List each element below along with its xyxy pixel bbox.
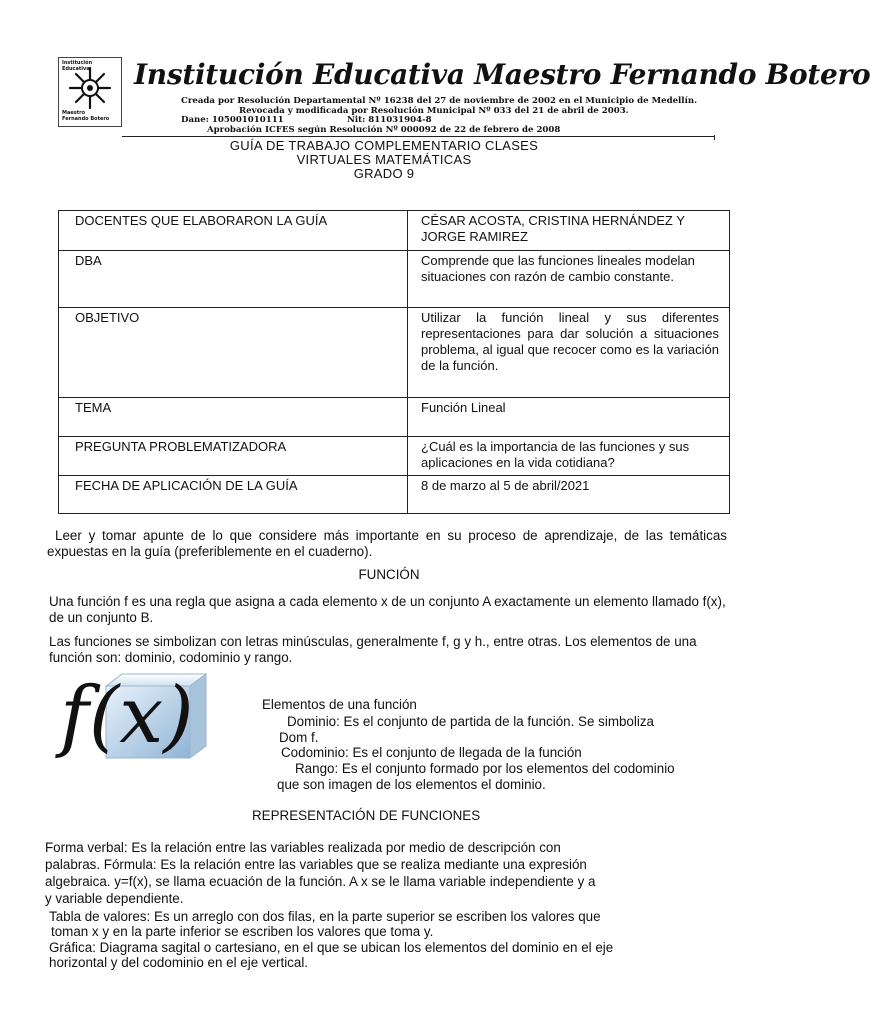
row-label-docentes: DOCENTES QUE ELABORARON LA GUÍA: [59, 211, 408, 251]
institution-name: Institución Educativa Maestro Fernando Botero: [134, 58, 870, 91]
institution-logo: [58, 57, 122, 127]
row-label-dba: DBA: [59, 251, 408, 308]
row-label-fecha: FECHA DE APLICACIÓN DE LA GUÍA: [59, 476, 408, 514]
intro-paragraph: Leer y tomar apunte de lo que considere más importante en su proceso de aprendizaje, de las temáticas expuestas en la guía (preferiblemente en el cuaderno).: [47, 528, 727, 559]
row-label-tema: TEMA: [59, 398, 408, 437]
icfes-approval: Aprobación ICFES según Resolución Nº 000092 de 22 de febrero de 2008: [207, 125, 561, 135]
tabla-valores-line: toman x y en la parte inferior se escriben los valores que toma y.: [51, 924, 434, 939]
grafica-line: Gráfica: Diagrama sagital o cartesiano, en el que se ubican los elementos del dominio en el eje: [49, 940, 614, 955]
grafica-line: horizontal y del codominio en el eje vertical.: [49, 955, 309, 970]
row-label-pregunta: PREGUNTA PROBLEMATIZADORA: [59, 437, 408, 476]
funcion-definition: Una función f es una regla que asigna a cada elemento x de un conjunto A exactamente un elemento llamado f(x), de un conjunto B.: [49, 594, 726, 625]
guide-title-grade: GRADO 9: [353, 166, 415, 181]
representacion-line: Forma verbal: Es la relación entre las variables realizada por medio de descripción con: [45, 840, 561, 855]
logo-top-text: Institución Educativa: [62, 60, 93, 72]
dane-code: Dane: 105001010111: [181, 115, 284, 125]
table-row: [59, 437, 730, 476]
funcion-notation: Las funciones se simbolizan con letras minúsculas, generalmente f, g y h., entre otras. Los elementos de una función son: dominio, codominio y rango.: [49, 634, 697, 665]
header-divider: [122, 136, 715, 137]
row-label-objetivo: OBJETIVO: [59, 308, 408, 398]
elements-title: Elementos de una función: [262, 697, 417, 712]
row-value-fecha: 8 de marzo al 5 de abril/2021: [408, 476, 730, 514]
dominio-symbol: Dom f.: [279, 730, 319, 745]
representacion-line: algebraica. y=f(x), se llama ecuación de la función. A x se le llama variable independiente y a: [45, 874, 596, 889]
creation-resolution: Creada por Resolución Departamental Nº 16238 del 27 de noviembre de 2002 en el Municipio de Medellín.: [181, 96, 698, 106]
guide-title-line1: GUÍA DE TRABAJO COMPLEMENTARIO CLASES: [229, 138, 539, 153]
tabla-valores-line: Tabla de valores: Es un arreglo con dos filas, en la parte superior se escriben los valores que: [49, 909, 601, 924]
codominio-definition: Codominio: Es el conjunto de llegada de la función: [281, 745, 582, 760]
funcion-heading: FUNCIÓN: [358, 567, 420, 582]
row-value-pregunta: ¿Cuál es la importancia de las funciones y sus aplicaciones en la vida cotidiana?: [408, 437, 730, 476]
fx-text: f(x): [60, 671, 194, 761]
table-row: [59, 211, 730, 251]
table-row: [59, 476, 730, 514]
row-value-objetivo: Utilizar la función lineal y sus diferentes representaciones para dar solución a situaciones problema, al igual que recocer como es la variación de la función.: [408, 308, 730, 398]
row-value-tema: Función Lineal: [408, 398, 730, 437]
sun-emblem-icon: [65, 66, 115, 110]
table-row: [59, 308, 730, 398]
dominio-definition: Dominio: Es el conjunto de partida de la función. Se simboliza: [287, 714, 654, 729]
row-value-docentes: CÉSAR ACOSTA, CRISTINA HERNÁNDEZ Y JORGE RAMIREZ: [408, 211, 730, 251]
guide-info-table: [58, 210, 730, 514]
representacion-line: palabras. Fórmula: Es la relación entre las variables que se realiza mediante una expresión: [45, 857, 587, 872]
guide-title-line2: VIRTUALES MATEMÁTICAS: [296, 152, 472, 167]
rango-definition-cont: que son imagen de los elementos el dominio.: [277, 777, 546, 792]
nit-code: Nit: 811031904-8: [347, 115, 432, 125]
row-value-dba: Comprende que las funciones lineales modelan situaciones con razón de cambio constante.: [408, 251, 730, 308]
rango-definition: Rango: Es el conjunto formado por los elementos del codominio: [295, 761, 675, 776]
representacion-line: y variable dependiente.: [45, 891, 184, 906]
modification-resolution: Revocada y modificada por Resolución Municipal Nº 033 del 21 de abril de 2003.: [239, 106, 629, 116]
representacion-heading: REPRESENTACIÓN DE FUNCIONES: [252, 808, 481, 823]
table-row: [59, 251, 730, 308]
table-row: [59, 398, 730, 437]
logo-bottom-text: Maestro Fernando Botero: [62, 110, 110, 122]
function-fx-icon: [60, 670, 246, 760]
